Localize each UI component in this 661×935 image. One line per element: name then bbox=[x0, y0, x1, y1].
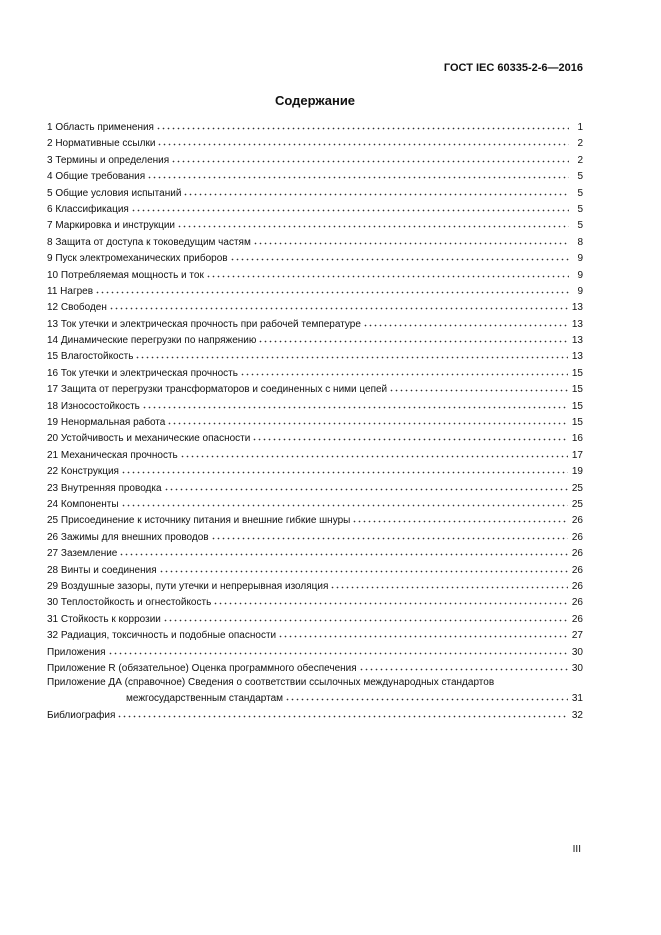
toc-entry-page: 30 bbox=[571, 662, 583, 674]
toc-entry bbox=[47, 267, 583, 283]
toc-entry-label: 30 Теплостойкость и огнестойкость bbox=[47, 597, 212, 609]
toc-entry bbox=[47, 660, 583, 676]
toc-entry bbox=[47, 690, 583, 706]
toc-entry-label: 14 Динамические перегрузки по напряжению bbox=[47, 335, 257, 347]
toc-entry bbox=[47, 644, 583, 660]
toc-entry-label: 6 Классификация bbox=[47, 203, 129, 215]
toc-entry-page: 5 bbox=[577, 203, 583, 215]
toc-dot-leader bbox=[147, 168, 569, 179]
toc-entry-page: 27 bbox=[571, 630, 583, 642]
toc-entry-label: 18 Износостойкость bbox=[47, 400, 140, 412]
toc-entry-label: 26 Зажимы для внешних проводов bbox=[47, 531, 209, 543]
toc-entry-page: 9 bbox=[577, 285, 583, 297]
toc-dot-leader bbox=[211, 529, 568, 540]
toc-entry-page: 26 bbox=[571, 613, 583, 625]
toc-dot-leader bbox=[206, 267, 569, 278]
toc-entry-page: 13 bbox=[571, 302, 583, 314]
toc-entry bbox=[47, 480, 583, 496]
toc-entry bbox=[47, 348, 583, 364]
toc-entry-page: 15 bbox=[571, 417, 583, 429]
toc-entry bbox=[47, 185, 583, 201]
toc-entry bbox=[47, 611, 583, 627]
toc-dot-leader bbox=[177, 217, 569, 228]
page-title: Содержание bbox=[274, 93, 356, 108]
toc-entry bbox=[47, 365, 583, 381]
toc-entry-label: 24 Компоненты bbox=[47, 498, 119, 510]
toc-entry-label: 32 Радиация, токсичность и подобные опасности bbox=[47, 630, 277, 642]
toc-entry-page: 2 bbox=[577, 138, 583, 150]
toc-dot-leader bbox=[164, 480, 568, 491]
toc-entry-page: 26 bbox=[571, 548, 583, 560]
toc-entry-page: 15 bbox=[571, 367, 583, 379]
toc-entry-page: 25 bbox=[571, 482, 583, 494]
toc-entry-label: 4 Общие требования bbox=[47, 171, 146, 183]
toc-entry bbox=[47, 201, 583, 217]
toc-dot-leader bbox=[131, 201, 569, 212]
toc-entry-page: 16 bbox=[571, 433, 583, 445]
toc-dot-leader bbox=[258, 332, 568, 343]
toc-entry bbox=[47, 707, 583, 723]
toc-entry-page: 13 bbox=[571, 351, 583, 363]
toc-dot-leader bbox=[171, 152, 569, 163]
toc-entry-page: 26 bbox=[571, 580, 583, 592]
toc-dot-leader bbox=[121, 463, 568, 474]
toc-entry bbox=[47, 545, 583, 561]
toc-entry bbox=[47, 217, 583, 233]
toc-entry bbox=[47, 578, 583, 594]
toc-entry-label: 21 Механическая прочность bbox=[47, 449, 178, 461]
toc-entry bbox=[47, 250, 583, 266]
toc-dot-leader bbox=[213, 594, 568, 605]
toc-dot-leader bbox=[157, 135, 569, 146]
toc-entry-page: 1 bbox=[577, 122, 583, 133]
toc-entry bbox=[47, 381, 583, 397]
toc-entry-label: 7 Маркировка и инструкции bbox=[47, 220, 176, 232]
toc-entry bbox=[47, 512, 583, 528]
toc-entry-page: 26 bbox=[571, 597, 583, 609]
toc-entry-label: 12 Свободен bbox=[47, 302, 107, 314]
toc-entry-page: 26 bbox=[571, 531, 583, 543]
toc-entry bbox=[47, 447, 583, 463]
toc-entry-label: 5 Общие условия испытаний bbox=[47, 187, 182, 199]
toc-entry-label: 16 Ток утечки и электрическая прочность bbox=[47, 367, 238, 379]
toc-entry-page: 15 bbox=[571, 400, 583, 412]
toc-entry-label: Приложения bbox=[47, 646, 106, 658]
toc-entry-page: 30 bbox=[571, 646, 583, 658]
toc-entry-page: 25 bbox=[571, 498, 583, 510]
toc-entry-page: 9 bbox=[577, 269, 583, 281]
toc-entry-page: 19 bbox=[571, 466, 583, 478]
toc-entry-label: Библиография bbox=[47, 709, 116, 721]
toc-entry-label: 1 Область применения bbox=[47, 122, 154, 133]
toc-entry-page: 32 bbox=[571, 709, 583, 721]
toc-entry bbox=[47, 594, 583, 610]
toc-dot-leader bbox=[252, 430, 568, 441]
toc-dot-leader bbox=[253, 234, 569, 245]
toc-dot-leader bbox=[108, 644, 568, 655]
toc-entry-label: 2 Нормативные ссылки bbox=[47, 138, 156, 150]
toc-dot-leader bbox=[117, 707, 567, 718]
toc-entry-page: 13 bbox=[571, 335, 583, 347]
toc-entry-page: 15 bbox=[571, 384, 583, 396]
toc-dot-leader bbox=[95, 283, 569, 294]
toc-entry-label: 27 Заземление bbox=[47, 548, 118, 560]
toc-entry bbox=[47, 135, 583, 151]
toc-entry-label: 20 Устойчивость и механические опасности bbox=[47, 433, 251, 445]
toc-entry-page: 26 bbox=[571, 515, 583, 527]
toc-dot-leader bbox=[389, 381, 568, 392]
toc-entry bbox=[47, 529, 583, 545]
toc-entry-label: 25 Присоединение к источнику питания и внешние гибкие шнуры bbox=[47, 515, 351, 527]
toc-dot-leader bbox=[352, 512, 568, 523]
toc-entry bbox=[47, 430, 583, 446]
toc-entry-label: Приложение ДА (справочное) Сведения о соответствии ссылочных международных стандартов bbox=[47, 677, 495, 689]
toc-entry-label: Приложение R (обязательное) Оценка программного обеспечения bbox=[47, 662, 357, 674]
toc-entry-page: 17 bbox=[571, 449, 583, 461]
toc-dot-leader bbox=[119, 545, 568, 556]
table-of-contents bbox=[47, 119, 583, 723]
toc-entry-label: межгосударственным стандартам bbox=[126, 693, 284, 705]
toc-entry bbox=[47, 168, 583, 184]
toc-entry-label: 15 Влагостойкость bbox=[47, 351, 134, 363]
toc-dot-leader bbox=[156, 119, 569, 130]
toc-dot-leader bbox=[330, 578, 567, 589]
toc-dot-leader bbox=[285, 690, 568, 701]
toc-dot-leader bbox=[183, 185, 569, 196]
toc-entry-label: 11 Нагрев bbox=[47, 285, 94, 297]
toc-entry-page: 5 bbox=[577, 187, 583, 199]
toc-entry bbox=[47, 119, 583, 135]
toc-entry-label: 9 Пуск электромеханических приборов bbox=[47, 253, 228, 265]
toc-dot-leader bbox=[142, 398, 568, 409]
toc-entry-label: 13 Ток утечки и электрическая прочность при рабочей температуре bbox=[47, 318, 361, 330]
toc-dot-leader bbox=[363, 316, 568, 327]
toc-dot-leader bbox=[240, 365, 568, 376]
toc-dot-leader bbox=[163, 611, 568, 622]
toc-entry-page: 9 bbox=[577, 253, 583, 265]
toc-entry-label: 22 Конструкция bbox=[47, 466, 119, 478]
toc-entry bbox=[47, 283, 583, 299]
toc-entry bbox=[47, 152, 583, 168]
toc-dot-leader bbox=[135, 348, 567, 359]
toc-dot-leader bbox=[121, 496, 568, 507]
toc-entry bbox=[47, 234, 583, 250]
toc-entry-page: 5 bbox=[577, 171, 583, 183]
toc-entry-label: 10 Потребляемая мощность и ток bbox=[47, 269, 204, 281]
toc-entry bbox=[47, 496, 583, 512]
toc-entry-page: 8 bbox=[577, 236, 583, 248]
toc-entry-label: 31 Стойкость к коррозии bbox=[47, 613, 161, 625]
toc-entry bbox=[47, 332, 583, 348]
toc-dot-leader bbox=[278, 627, 568, 638]
toc-entry bbox=[47, 414, 583, 430]
toc-entry-page: 26 bbox=[571, 564, 583, 576]
toc-dot-leader bbox=[109, 299, 568, 310]
toc-entry bbox=[47, 398, 583, 414]
toc-entry bbox=[47, 299, 583, 315]
toc-entry-label: 23 Внутренняя проводка bbox=[47, 482, 162, 494]
toc-entry bbox=[47, 676, 583, 690]
toc-entry-page: 13 bbox=[571, 318, 583, 330]
toc-dot-leader bbox=[180, 447, 568, 458]
toc-entry-label: 8 Защита от доступа к токоведущим частям bbox=[47, 236, 251, 248]
toc-entry-label: 3 Термины и определения bbox=[47, 154, 170, 166]
toc-entry bbox=[47, 463, 583, 479]
toc-entry-label: 17 Защита от перегрузки трансформаторов и соединенных с ними цепей bbox=[47, 384, 388, 396]
toc-dot-leader bbox=[359, 660, 568, 671]
document-code: ГОСТ IEC 60335-2-6—2016 bbox=[443, 62, 583, 74]
toc-entry-page: 5 bbox=[577, 220, 583, 232]
toc-entry-label: 19 Ненормальная работа bbox=[47, 417, 166, 429]
toc-entry-page: 31 bbox=[571, 693, 583, 705]
toc-entry-label: 29 Воздушные зазоры, пути утечки и непрерывная изоляция bbox=[47, 580, 329, 592]
toc-entry-page: 2 bbox=[577, 154, 583, 166]
toc-dot-leader bbox=[167, 414, 568, 425]
toc-dot-leader bbox=[159, 562, 568, 573]
toc-entry bbox=[47, 316, 583, 332]
toc-entry bbox=[47, 627, 583, 643]
toc-entry-label: 28 Винты и соединения bbox=[47, 564, 157, 576]
toc-entry bbox=[47, 562, 583, 578]
toc-dot-leader bbox=[230, 250, 569, 261]
page-number: III bbox=[572, 844, 581, 855]
